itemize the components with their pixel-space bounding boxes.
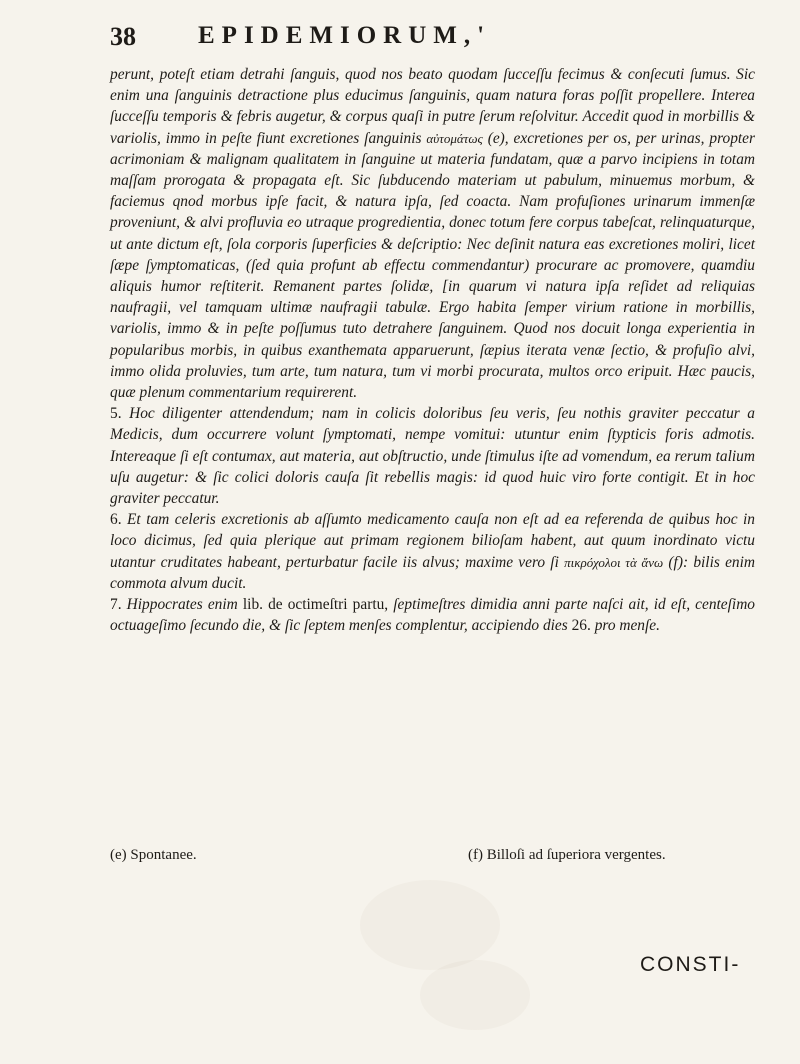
page-header: [110, 16, 750, 56]
text-segment: Hoc diligenter attendendum; nam in colicis doloribus ſeu veris, ſeu nothis graviter peccatur a Medicis, dum occurrere volunt ſymptomati, nempe vomitui: utuntur enim ſtypticis foris admotis. Intereaque ſi eſt contumax, aut materia, aut obſtructio, unde ſtimulus iſte ad vomendum, ea rerum talium uſu augetur: & ſic colici doloris cauſa ſit rebellis magis: id quod huic viro forte contigit. Et in hoc graviter peccatur.: [110, 405, 755, 508]
footnotes: [110, 845, 755, 865]
text-segment: Hippocrates enim: [126, 596, 243, 614]
paper-stain: [420, 960, 530, 1030]
text-segment: perunt, poteſt etiam detrahi ſanguis, quod nos beato quodam ſucceſſu fecimus & conſecuti ſumus. Sic enim una ſanguinis detractione plus educimus ſanguinis, quam natura foras poſſit propellere. Interea ſucceſſu temporis & febris augetur, & corpus quaſi in putre ſerum reſolvitur. Accedit quod in morbillis & variolis, immo in peſte fiunt excretiones ſanguinis: [110, 66, 755, 147]
text-segment: Et tam celeris excretionis ab aſſumto medicamento cauſa non eſt ad ea referenda de quibus hoc in loco dicimus, ſed quia plerique aut primam regionem bilioſam habent, aut quum inordinato victu utantur cruditates habeant, perturbatur facile iis alvus; maxime vero ſi: [110, 511, 756, 571]
text-segment: (e), excretiones per os, per urinas, propter acrimoniam & malignam qualitatem in ſanguine ut materia fundatam, quæ a parvo incipiens in totam maſſam prorogata & propagata eſt. Sic ſubducendo materiam ut pabulum, minuemus morbum, & faciemus qnod morbus ipſe facit, & natura ipſa, ſed coacta. Nam profuſiones urinarum immenſæ proveniunt, & alvi profluvia eo utraque progredientia, donec totum fere corpus tabeſcat, relinquaturque, ut ante dictum eſt, ſola corporis ſuperficies & deſcriptio: Nec deſinit natura eas excretiones moliri, licet ſæpe ſymptomaticas, (ſed quia profunt ab effectu commendantur) procurare ac promovere, quamdiu aliquis humor reſtiterit. Remanent partes ſolidæ, [in quarum vi natura ipſa reſidet ad reliquias naufragii, vel tamquam ultimæ naufragii tabulæ. Ergo habita ſemper virium ratione in morbillis, variolis, immo & in peſte poſſumus tuto detrahere ſanguinem. Quod nos docuit longa experientia in popularibus morbis, in quibus exanthemata apparuerunt, ſæpius iterata venæ ſectio, & profuſio alvi, immo olida proluvies, tum arte, tum natura, tum vi morbi procurata, multos orco eripuit. Hæc paucis, quæ plenum commentarium requirerent.: [110, 129, 755, 402]
body-text: [110, 64, 755, 636]
text-segment: 26.: [571, 617, 591, 635]
greek-text: αὐτομάτως: [426, 130, 483, 146]
footnote-f: (f) Billoſi ad ſuperiora vergentes.: [468, 847, 666, 863]
catchword: CONSTI-: [640, 953, 741, 976]
text-segment: lib. de octimeſtri partu,: [242, 596, 394, 614]
text-segment: 6.: [110, 511, 128, 529]
paragraph: [110, 594, 755, 636]
text-segment: pro menſe.: [590, 617, 660, 635]
footnote-e: (e) Spontanee.: [110, 847, 197, 863]
paragraph: [110, 403, 755, 509]
text-segment: 5.: [110, 405, 130, 423]
text-segment: ſeptimeſtres dimidia anni parte naſci ait, id eſt, centeſimo octuageſimo ſecundo die, & ſic ſeptem menſes complentur, accipiendo dies: [110, 596, 756, 635]
paragraph: [110, 64, 755, 403]
paragraph: [110, 509, 755, 594]
page-number: 38: [110, 22, 136, 51]
text-segment: (f): bilis enim commota alvum ducit.: [110, 553, 755, 592]
paper-stain: [360, 880, 500, 970]
running-title: EPIDEMIORUM,': [198, 22, 492, 49]
greek-text: πικρόχολοι τὰ ἄνω: [564, 554, 664, 570]
text-segment: 7.: [110, 596, 127, 614]
